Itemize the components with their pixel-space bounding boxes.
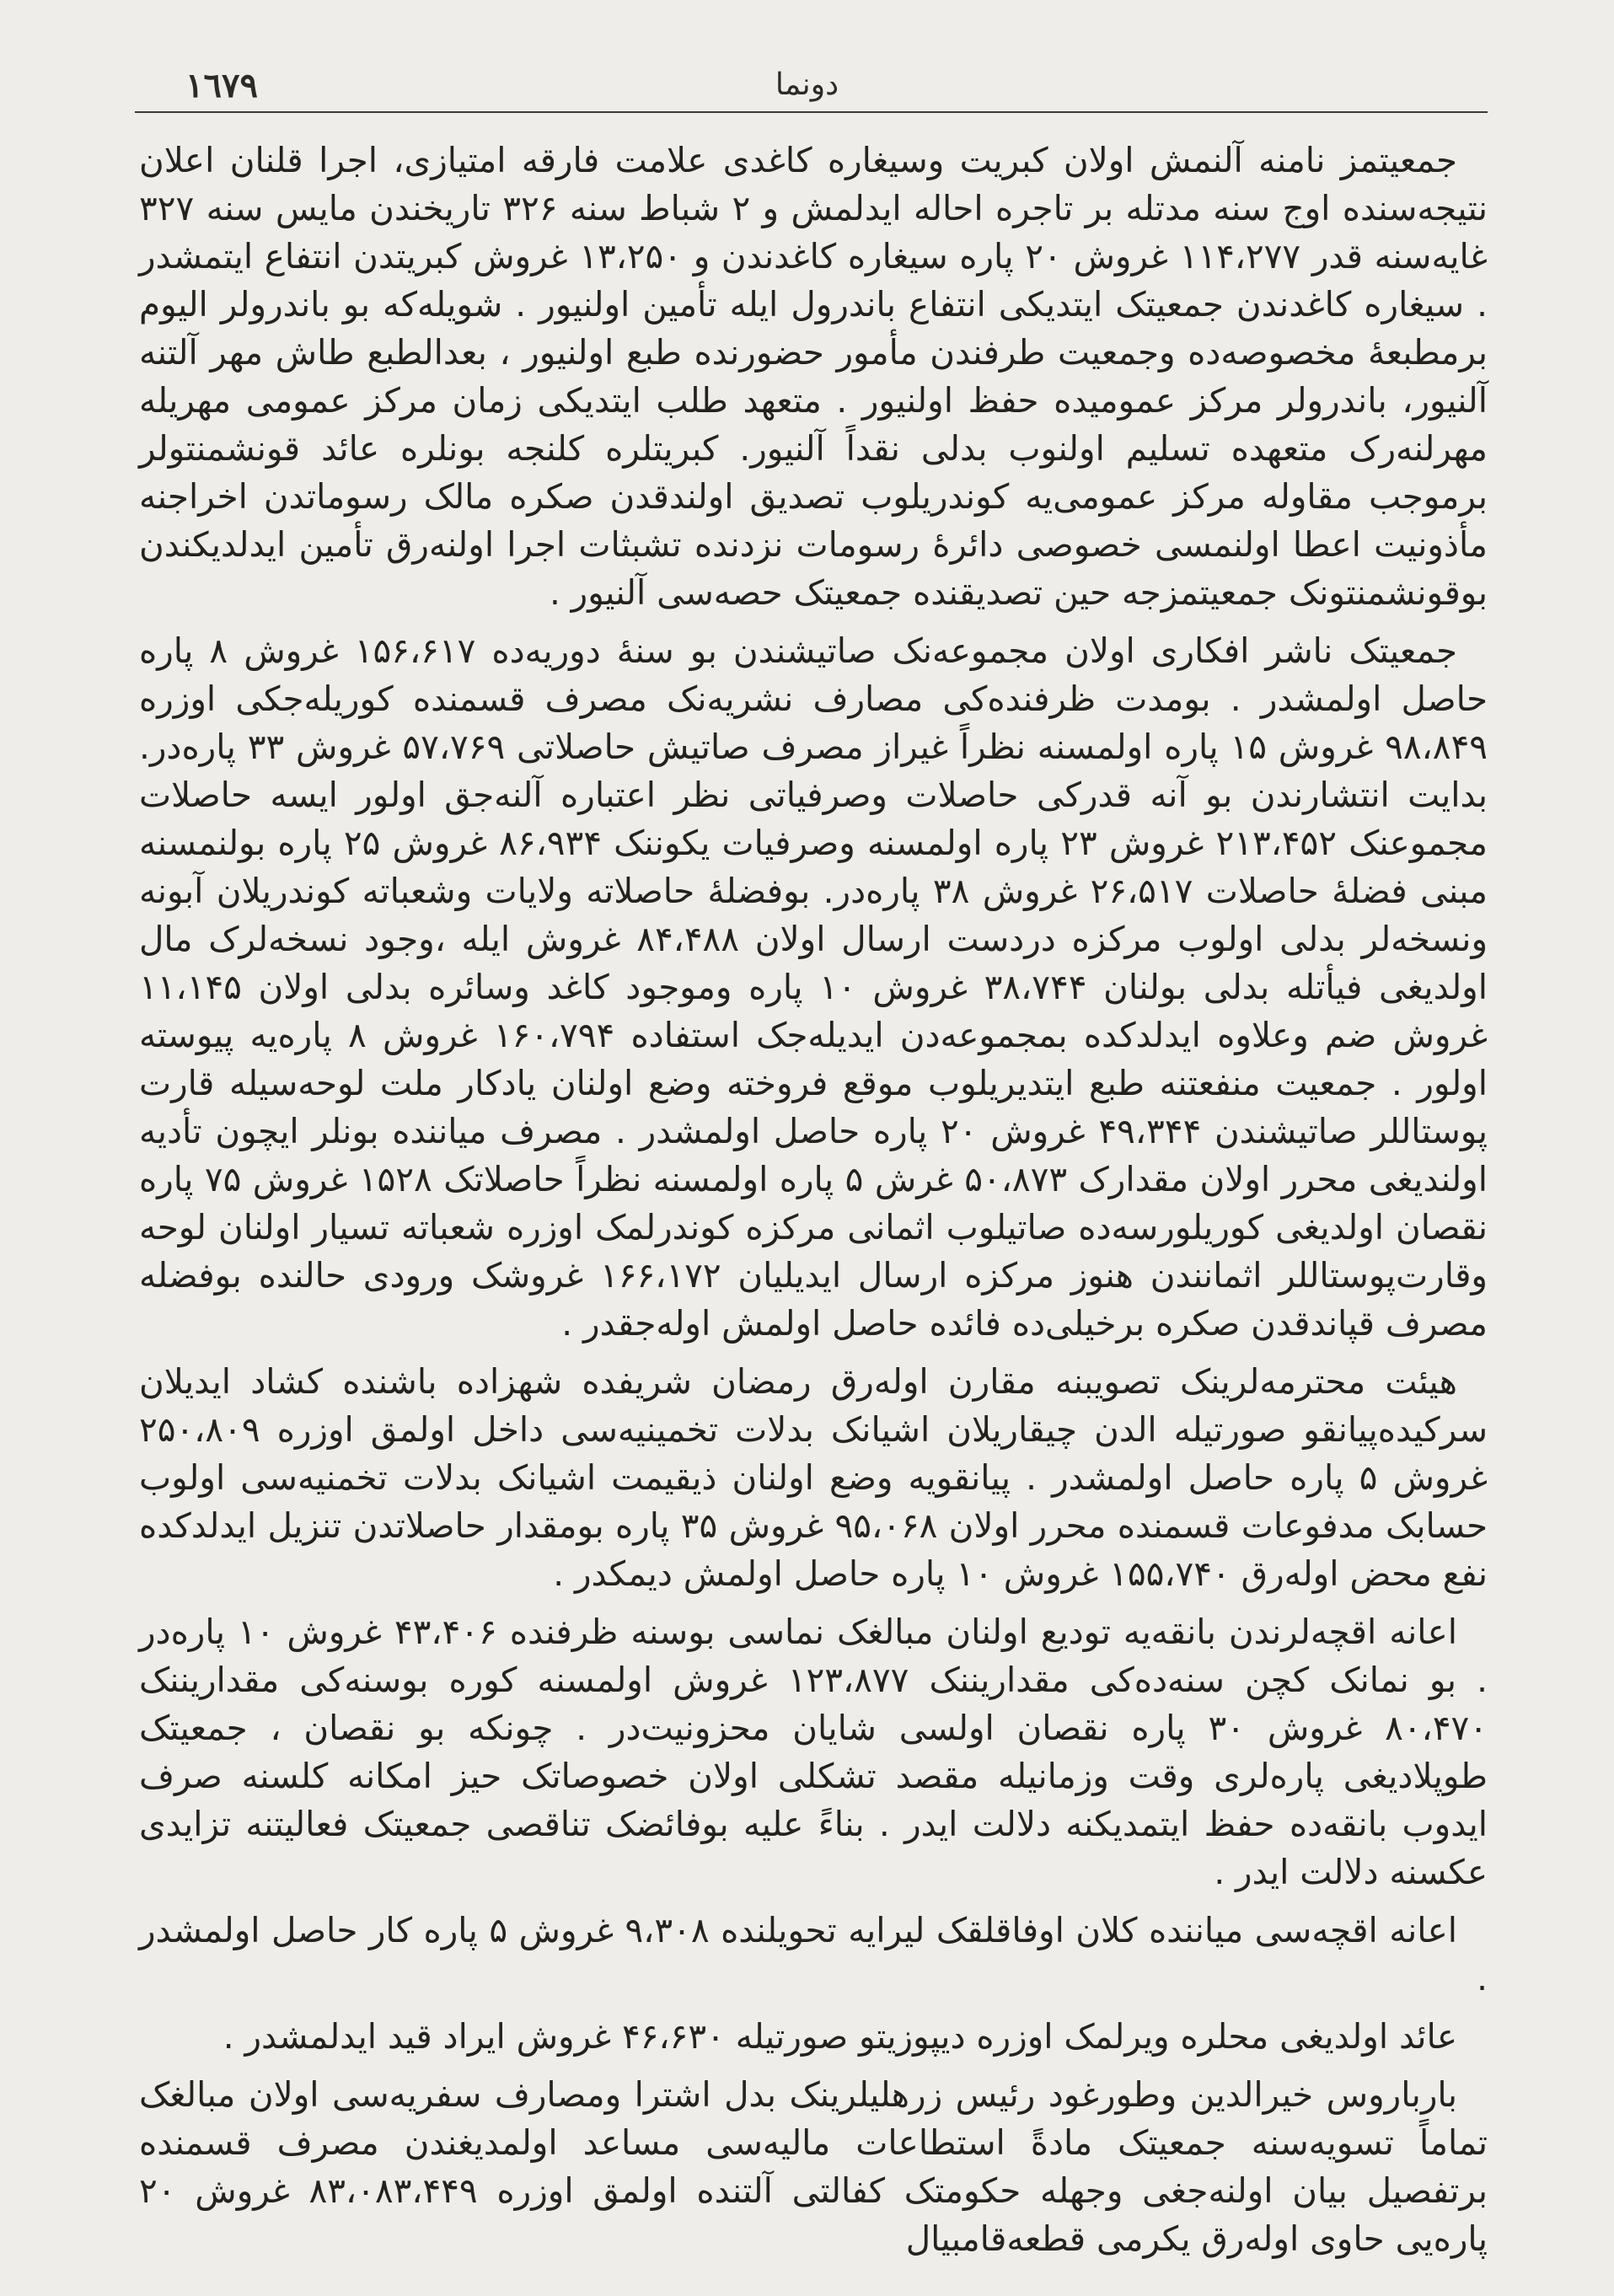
paragraph-journal-sales: جمعیتک ناشر افکاری اولان مجموعه‌نک صاتیشندن بو سنهٔ دوریه‌ده ۱۵۶،۶۱۷ غروش ۸ پاره حاصل اولمشدر . بومدت ظرفنده‌کی مصارف نشریه‌نک مصرف قسمنده کوریله‌جکی اوزره ۹۸،۸۴۹ غروش ۱۵ پاره اولمسنه نظراً غیراز مصرف صاتیش حاصلاتی ۵۷،۷۶۹ غروش ۳۳ پاره‌در. بدایت انتشارندن بو آنه قدرکی حاصلات وصرفیاتی نظر اعتباره آلنه‌جق اولور ایسه حاصلات مجموعنک ۲۱۳،۴۵۲ غروش ۲۳ پاره اولمسنه وصرفیات یکوننک ۸۶،۹۳۴ غروش ۲۵ پاره بولنمسنه مبنی فضلهٔ حاصلات ۲۶،۵۱۷ غروش ۳۸ پاره‌در. بوفضلهٔ حاصلاته ولایات وشعباته کوندریلان آبونه ونسخه‌لر بدلی اولوب مرکزه دردست ارسال اولان ۸۴،۴۸۸ غروش ایله ،وجود نسخه‌لرک مال اولدیغی فیأتله بدلی بولنان ۳۸،۷۴۴ غروش ۱۰ پاره وموجود کاغد وسائره بدلی اولان ۱۱،۱۴۵ غروش ضم وعلاوه ایدلدکده بمجموعه‌دن ایدیله‌جک استفاده ۱۶۰،۷۹۴ غروش ۸ پاره‌یه پیوسته اولور . جمعیت منفعتنه طبع ایتدیریلوب موقع فروخته وضع اولنان یادکار ملت لوحه‌سیله قارت پوستاللر صاتیشندن ۴۹،۳۴۴ غروش ۲۰ پاره حاصل اولمشدر . مصرف میاننده بونلر ایچون تأدیه اولندیغی محرر اولان مقدارک ۵۰،۸۷۳ غرش ۵ پاره اولمسنه نظراً حاصلاتک ۱۵۲۸ غروش ۷۵ پاره نقصان اولدیغی کوریلورسه‌ده صاتیلوب اثمانی مرکزه کوندرلمک اوزره شعباته تسیار اولنان لوحه وقارت‌پوستاللر اثمانندن هنوز مرکزه ارسال ایدیلیان ۱۶۶،۱۷۲ غروشک ورودی حالنده بوفضله مصرف قپاندقدن صکره برخیلی‌ده فائده حاصل اولمش اوله‌جقدر . bbox=[139, 630, 1488, 1344]
paragraph-lottery: هیئت محترمه‌لرینک تصویبنه مقارن اوله‌رق رمضان شریفده شهزاده باشنده کشاد ایدیلان سرکیده‌پیانقو صورتیله الدن چیقاریلان اشیانک بدلات تخمینیه‌سی داخل اولمق اوزره ۲۵۰،۸۰۹ غروش ۵ پاره حاصل اولمشدر . پیانقویه وضع اولنان ذیقیمت اشیانک بدلات تخمنیه‌سی اولوب حسابک مدفوعات قسمنده محرر اولان ۹۵،۰۶۸ غروش ۳۵ پاره بومقدار حاصلاتدن تنزیل ایدلدکده نفع محض اوله‌رق ۱۵۵،۷۴۰ غروش ۱۰ پاره حاصل اولمش دیمکدر . bbox=[139, 1361, 1488, 1594]
paragraph-exchange-gain: اعانه اقچه‌سی میاننده کلان اوفاقلقک لیرایه تحویلنده ۹،۳۰۸ غروش ۵ پاره کار حاصل اولمشدر . bbox=[139, 1910, 1488, 1998]
paragraph-battleships: بارباروس خیرالدین وطورغود رئیس زرهلیلرینک بدل اشترا ومصارف سفریه‌سی اولان مبالغک تماماً تسویه‌سنه جمعیتک مادةً استطاعات مالیه‌سی مساعد اولمدیغندن مصرف قسمنده برتفصیل بیان اولنه‌جغی وجهله حکومتک کفالتی آلتنده اولمق اوزره ۸۳،۰۸۳،۴۴۹ غروش ۲۰ پاره‌یی حاوی اوله‌رق یکرمی قطعه‌قامبیال bbox=[139, 2074, 1488, 2259]
body-text bbox=[139, 137, 1488, 2273]
header-rule bbox=[135, 111, 1488, 113]
page-number: ١٦٧٩ bbox=[185, 66, 258, 105]
paragraph-deposit: عائد اولدیغی محلره ویرلمک اوزره دیپوزیتو صورتیله ۴۶،۶۳۰ غروش ایراد قید ایدلمشدر . bbox=[223, 2016, 1457, 2057]
page-header bbox=[135, 66, 1479, 108]
running-title: دونما bbox=[775, 67, 839, 102]
paragraph-cigarette-paper: جمعیتمز نامنه آلنمش اولان کبریت وسیغاره کاغدی علامت فارقه امتیازی، اجرا قلنان اعلان نتیجه‌سنده اوج سنه مدتله بر تاجره احاله ایدلمش و ۲ شباط سنه ۳۲۶ تاریخندن مایس سنه ۳۲۷ غایه‌سنه قدر ۱۱۴،۲۷۷ غروش ۲۰ پاره سیغاره کاغدندن و ۱۳،۲۵۰ غروش کبریتدن انتفاع ایتمشدر . سیغاره کاغدندن جمعیتک ایتدیکی انتفاع باندرول ایله تأمین اولنیور . شویله‌که بو باندرولر الیوم برمطبعهٔ مخصوصه‌ده وجمعیت طرفندن مأمور حضورنده طبع اولنیور ، بعدالطبع طاش مهر آلتنه آلنیور، باندرولر مرکز عمومیده حفظ اولنیور . متعهد طلب ایتدیکی زمان مرکز عمومی مهریله مهرلنه‌رک متعهده تسلیم اولنوب بدلی نقداً آلنیور. کبریتلره کلنجه بونلره عائد قونشمنتولر برموجب مقاوله مرکز عمومی‌یه کوندریلوب تصدیق اولندقدن صکره مالک رسوماتدن اخراجنه مأذونیت اعطا اولنمسی خصوصی دائرهٔ رسومات نزدنده تشبثات اجرا اولنه‌رق تأمین ایدلدیکندن بوقونشمنتونک جمعیتمزجه حین تصدیقنده جمعیتک حصه‌سی آلنیور . bbox=[139, 140, 1488, 613]
paragraph-bank-interest: اعانه اقچه‌لرندن بانقه‌یه تودیع اولنان مبالغک نماسی بوسنه ظرفنده ۴۳،۴۰۶ غروش ۱۰ پاره‌در . بو نمانک کچن سنه‌ده‌کی مقداریننک ۱۲۳،۸۷۷ غروش اولمسنه کوره بوسنه‌کی مقداریننک ۸۰،۴۷۰ غروش ۳۰ پاره نقصان اولسی شایان محزونیت‌در . چونکه بو نقصان ، جمعیتک طوپلادیغی پاره‌لری وقت وزمانیله مقصد تشکلی اولان خصوصاتک حیز امکانه کلسنه صرف ایدوب بانقه‌ده حفظ ایتمدیکنه دلالت ایدر . بناءً علیه بوفائضک تناقصی جمعیتک فعالیتنه تزایدی عکسنه دلالت ایدر . bbox=[139, 1612, 1488, 1892]
